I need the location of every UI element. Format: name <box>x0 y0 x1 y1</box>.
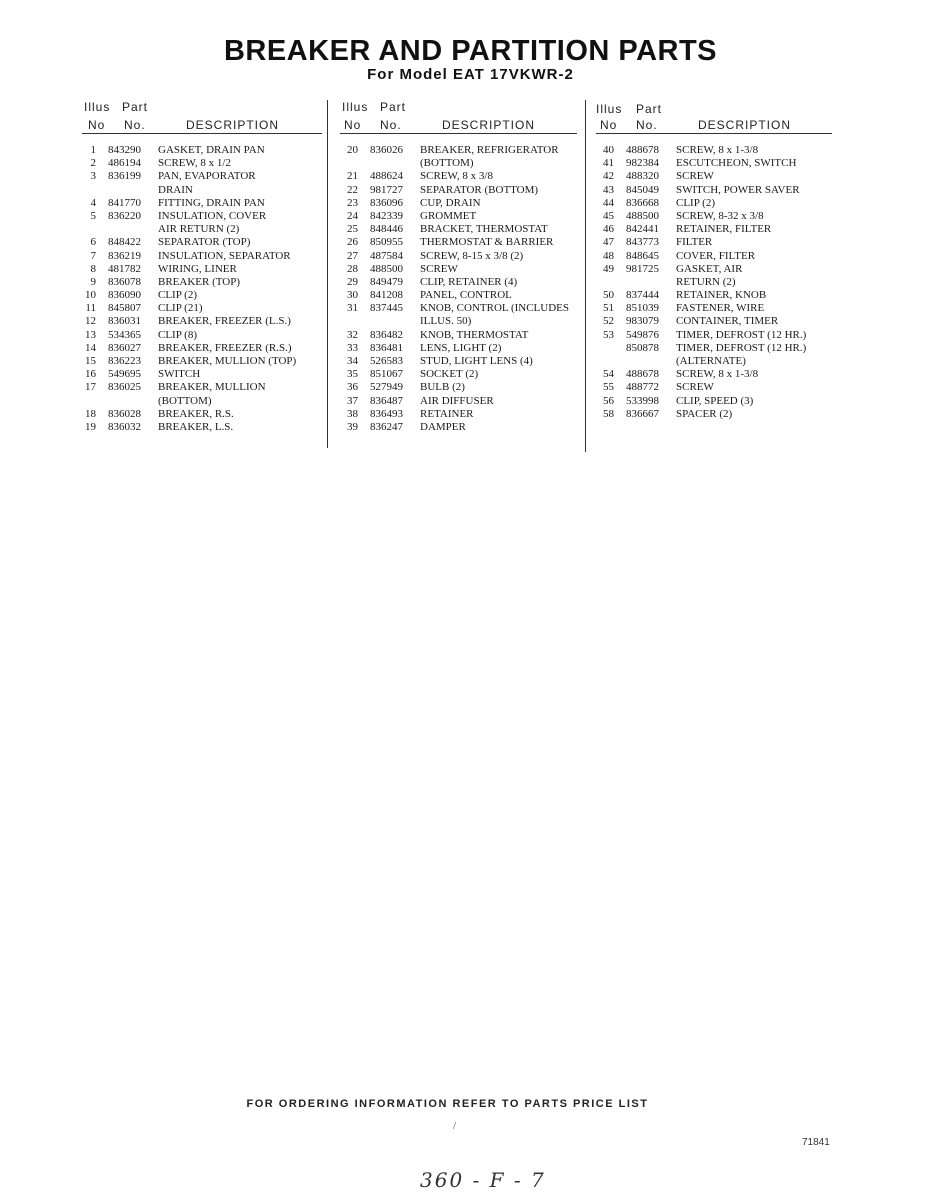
part-number: 837445 <box>370 302 403 315</box>
part-description: RETAINER <box>420 407 474 420</box>
header-no-part: No. <box>636 118 658 132</box>
part-row <box>596 157 832 170</box>
header-part: Part <box>380 100 407 114</box>
header-rule <box>82 133 322 134</box>
part-description: BREAKER (TOP) <box>158 275 240 288</box>
part-number: 845049 <box>626 183 659 196</box>
part-number: 534365 <box>108 328 141 341</box>
illus-number: 7 <box>90 249 96 262</box>
part-number: 836220 <box>108 209 141 222</box>
part-number: 841208 <box>370 289 403 302</box>
part-description: SEPARATOR (BOTTOM) <box>420 183 539 196</box>
part-row <box>340 170 577 183</box>
part-row <box>596 368 832 381</box>
part-row <box>82 368 322 381</box>
part-description: FITTING, DRAIN PAN <box>158 196 265 209</box>
page-title: BREAKER AND PARTITION PARTS <box>223 35 718 67</box>
illus-number: 43 <box>603 183 614 196</box>
part-description: BREAKER, MULLION (TOP) <box>158 355 297 367</box>
illus-number: 3 <box>90 170 96 183</box>
part-row <box>340 355 577 368</box>
ordering-info-footer: FOR ORDERING INFORMATION REFER TO PARTS PRICE LIST <box>246 1098 649 1110</box>
part-description: BRACKET, THERMOSTAT <box>420 223 548 236</box>
part-number: 848645 <box>626 249 659 262</box>
part-row <box>596 276 832 289</box>
part-number: 842339 <box>370 209 403 222</box>
part-row <box>596 342 832 355</box>
part-row <box>340 381 577 394</box>
part-description: BREAKER, REFRIGERATOR <box>420 144 559 156</box>
part-row <box>340 210 577 223</box>
part-description: CONTAINER, TIMER <box>676 315 779 328</box>
part-description: TIMER, DEFROST (12 HR.) <box>676 328 807 341</box>
illus-number: 44 <box>603 196 614 209</box>
illus-number: 15 <box>85 355 96 367</box>
part-row <box>340 197 577 210</box>
part-description: AIR DIFFUSER <box>420 394 494 407</box>
part-row <box>82 210 322 223</box>
part-number: 836027 <box>108 341 141 354</box>
part-row <box>82 197 322 210</box>
part-number: 842441 <box>626 223 659 236</box>
illus-number: 18 <box>85 407 96 420</box>
part-row <box>340 144 577 157</box>
column-header <box>340 98 577 134</box>
part-number: 836247 <box>370 420 403 433</box>
part-number: 486194 <box>108 157 141 170</box>
part-number: 527949 <box>370 381 403 394</box>
parts-list <box>82 144 322 434</box>
part-description: THERMOSTAT & BARRIER <box>420 236 554 249</box>
part-number: 983079 <box>626 315 659 328</box>
part-number: 982384 <box>626 157 659 170</box>
part-row <box>340 263 577 276</box>
part-number: 549695 <box>108 368 141 381</box>
illus-number: 51 <box>603 302 614 315</box>
part-number: 836090 <box>108 289 141 302</box>
part-description: SWITCH <box>158 368 201 381</box>
illus-number: 6 <box>90 236 96 249</box>
part-description: SEPARATOR (TOP) <box>158 236 251 249</box>
part-row <box>82 184 322 197</box>
illus-number: 29 <box>347 275 358 288</box>
part-row <box>596 184 832 197</box>
illus-number: 46 <box>603 223 614 236</box>
part-number: 488624 <box>370 170 403 183</box>
part-row <box>82 170 322 183</box>
illus-number: 25 <box>347 223 358 236</box>
part-number: 488500 <box>626 209 659 222</box>
header-description: DESCRIPTION <box>698 118 792 132</box>
part-number: 526583 <box>370 355 403 367</box>
part-number: 851039 <box>626 302 659 315</box>
illus-number: 53 <box>603 328 614 341</box>
part-row <box>596 408 832 421</box>
part-description: DRAIN <box>158 183 193 196</box>
part-number: 488500 <box>370 262 403 275</box>
part-number: 836078 <box>108 275 141 288</box>
page-subtitle: For Model EAT 17VKWR-2 <box>367 66 574 83</box>
parts-list <box>596 144 832 421</box>
part-description: LENS, LIGHT (2) <box>420 341 502 354</box>
part-row <box>82 263 322 276</box>
part-number: 836026 <box>370 144 403 156</box>
part-number: 488320 <box>626 170 659 183</box>
part-number: 533998 <box>626 394 659 407</box>
part-description: SPACER (2) <box>676 407 733 420</box>
header-illus: Illus <box>342 100 369 114</box>
part-description: SCREW, 8 x 1/2 <box>158 157 231 170</box>
part-number: 841770 <box>108 196 141 209</box>
header-rule <box>340 133 577 134</box>
part-number: 843290 <box>108 144 141 156</box>
part-number: 836481 <box>370 341 403 354</box>
parts-column-1 <box>82 98 322 434</box>
illus-number: 35 <box>347 368 358 381</box>
part-row <box>82 408 322 421</box>
part-description: (BOTTOM) <box>158 394 212 407</box>
part-number: 981727 <box>370 183 403 196</box>
part-row <box>340 368 577 381</box>
illus-number: 9 <box>90 275 96 288</box>
illus-number: 16 <box>85 368 96 381</box>
part-row <box>82 276 322 289</box>
part-row <box>82 157 322 170</box>
part-description: (BOTTOM) <box>420 157 474 170</box>
illus-number: 31 <box>347 302 358 315</box>
part-number: 549876 <box>626 328 659 341</box>
part-description: GASKET, DRAIN PAN <box>158 144 265 156</box>
part-row <box>596 263 832 276</box>
part-description: GASKET, AIR <box>676 262 743 275</box>
part-description: PAN, EVAPORATOR <box>158 170 256 183</box>
part-row <box>340 395 577 408</box>
part-row <box>82 329 322 342</box>
part-number: 849479 <box>370 275 403 288</box>
part-description: CLIP, RETAINER (4) <box>420 275 518 288</box>
part-number: 836667 <box>626 407 659 420</box>
illus-number: 34 <box>347 355 358 367</box>
part-row <box>340 250 577 263</box>
part-description: SCREW, 8 x 1-3/8 <box>676 144 759 156</box>
part-row <box>82 355 322 368</box>
part-description: KNOB, CONTROL (INCLUDES <box>420 302 570 315</box>
part-number: 836219 <box>108 249 141 262</box>
part-description: GROMMET <box>420 209 477 222</box>
part-row <box>596 210 832 223</box>
part-description: BREAKER, L.S. <box>158 420 234 433</box>
header-description: DESCRIPTION <box>442 118 536 132</box>
part-row <box>82 250 322 263</box>
illus-number: 17 <box>85 381 96 394</box>
part-description: BREAKER, MULLION <box>158 381 266 394</box>
illus-number: 8 <box>90 262 96 275</box>
illus-number: 20 <box>347 144 358 156</box>
illus-number: 54 <box>603 368 614 381</box>
part-description: WIRING, LINER <box>158 262 237 275</box>
part-row <box>596 302 832 315</box>
part-row <box>596 250 832 263</box>
part-row <box>340 184 577 197</box>
part-row <box>82 289 322 302</box>
part-description: CLIP (21) <box>158 302 203 315</box>
part-row <box>340 342 577 355</box>
illus-number: 42 <box>603 170 614 183</box>
parts-column-2 <box>340 98 577 434</box>
part-row <box>596 144 832 157</box>
parts-list <box>340 144 577 434</box>
part-row <box>340 236 577 249</box>
header-part: Part <box>122 100 149 114</box>
illus-number: 47 <box>603 236 614 249</box>
illus-number: 22 <box>347 183 358 196</box>
part-number: 848446 <box>370 223 403 236</box>
part-row <box>596 289 832 302</box>
part-row <box>340 421 577 434</box>
illus-number: 50 <box>603 289 614 302</box>
part-description: BREAKER, R.S. <box>158 407 234 420</box>
part-number: 836487 <box>370 394 403 407</box>
part-number: 481782 <box>108 262 141 275</box>
header-no-part: No. <box>380 118 402 132</box>
part-description: ESCUTCHEON, SWITCH <box>676 157 797 170</box>
part-description: RETURN (2) <box>676 275 736 288</box>
part-description: (ALTERNATE) <box>676 355 746 367</box>
illus-number: 19 <box>85 420 96 433</box>
part-description: SCREW, 8-32 x 3/8 <box>676 209 764 222</box>
illus-number: 40 <box>603 144 614 156</box>
illus-number: 26 <box>347 236 358 249</box>
part-description: SOCKET (2) <box>420 368 479 381</box>
column-header <box>596 98 832 134</box>
header-illus: Illus <box>84 100 111 114</box>
part-description: CLIP (2) <box>158 289 198 302</box>
header-no-illus: No <box>600 118 618 132</box>
part-number: 488678 <box>626 368 659 381</box>
part-description: SCREW <box>420 262 458 275</box>
part-row <box>596 170 832 183</box>
illus-number: 41 <box>603 157 614 170</box>
illus-number: 12 <box>85 315 96 328</box>
part-description: FASTENER, WIRE <box>676 302 765 315</box>
part-row <box>340 223 577 236</box>
part-number: 836025 <box>108 381 141 394</box>
illus-number: 14 <box>85 341 96 354</box>
part-row <box>596 355 832 368</box>
part-description: CLIP (2) <box>676 196 716 209</box>
illus-number: 13 <box>85 328 96 341</box>
column-header <box>82 98 322 134</box>
part-number: 836096 <box>370 196 403 209</box>
part-description: SCREW, 8 x 3/8 <box>420 170 493 183</box>
part-row <box>596 381 832 394</box>
header-description: DESCRIPTION <box>186 118 280 132</box>
illus-number: 52 <box>603 315 614 328</box>
column-divider-1 <box>327 100 328 448</box>
part-description: FILTER <box>676 236 713 249</box>
part-number: 850878 <box>626 341 659 354</box>
part-description: STUD, LIGHT LENS (4) <box>420 355 533 367</box>
part-row <box>82 315 322 328</box>
illus-number: 10 <box>85 289 96 302</box>
part-description: COVER, FILTER <box>676 249 756 262</box>
header-no-illus: No <box>344 118 362 132</box>
illus-number: 37 <box>347 394 358 407</box>
header-illus: Illus <box>596 102 623 116</box>
part-number: 850955 <box>370 236 403 249</box>
illus-number: 21 <box>347 170 358 183</box>
header-no-illus: No <box>88 118 106 132</box>
part-description: AIR RETURN (2) <box>158 223 240 236</box>
part-description: INSULATION, COVER <box>158 209 267 222</box>
part-row <box>596 197 832 210</box>
illus-number: 5 <box>90 209 96 222</box>
part-row <box>596 329 832 342</box>
illus-number: 38 <box>347 407 358 420</box>
illus-number: 27 <box>347 249 358 262</box>
column-divider-2 <box>585 100 586 452</box>
part-row <box>340 408 577 421</box>
part-description: PANEL, CONTROL <box>420 289 512 302</box>
part-row <box>340 315 577 328</box>
illus-number: 49 <box>603 262 614 275</box>
illus-number: 56 <box>603 394 614 407</box>
part-number: 836031 <box>108 315 141 328</box>
part-description: CUP, DRAIN <box>420 196 481 209</box>
part-description: SWITCH, POWER SAVER <box>676 183 800 196</box>
part-description: SCREW, 8-15 x 3/8 (2) <box>420 249 524 262</box>
part-description: ILLUS. 50) <box>420 315 472 328</box>
part-number: 836032 <box>108 420 141 433</box>
part-row <box>340 289 577 302</box>
part-number: 981725 <box>626 262 659 275</box>
part-row <box>82 144 322 157</box>
part-description: CLIP (8) <box>158 328 198 341</box>
illus-number: 39 <box>347 420 358 433</box>
part-number: 487584 <box>370 249 403 262</box>
part-row <box>340 276 577 289</box>
part-number: 836482 <box>370 328 403 341</box>
header-no-part: No. <box>124 118 146 132</box>
handwritten-reference: 360 - F - 7 <box>420 1168 546 1192</box>
header-rule <box>596 133 832 134</box>
part-number: 836223 <box>108 355 141 367</box>
illus-number: 48 <box>603 249 614 262</box>
part-row <box>82 236 322 249</box>
part-description: BULB (2) <box>420 381 465 394</box>
part-row <box>596 236 832 249</box>
illus-number: 23 <box>347 196 358 209</box>
part-number: 848422 <box>108 236 141 249</box>
part-description: KNOB, THERMOSTAT <box>420 328 529 341</box>
part-number: 488678 <box>626 144 659 156</box>
part-number: 836493 <box>370 407 403 420</box>
illus-number: 4 <box>90 196 96 209</box>
part-row <box>340 302 577 315</box>
illus-number: 33 <box>347 341 358 354</box>
part-row <box>596 395 832 408</box>
illus-number: 11 <box>85 302 96 315</box>
part-number: 851067 <box>370 368 403 381</box>
part-row <box>82 302 322 315</box>
part-number: 843773 <box>626 236 659 249</box>
illus-number: 32 <box>347 328 358 341</box>
footer-mark: / <box>453 1120 457 1132</box>
part-number: 837444 <box>626 289 659 302</box>
part-description: BREAKER, FREEZER (L.S.) <box>158 315 291 328</box>
illus-number: 36 <box>347 381 358 394</box>
part-number: 836668 <box>626 196 659 209</box>
part-number: 488772 <box>626 381 659 394</box>
part-description: BREAKER, FREEZER (R.S.) <box>158 341 292 354</box>
part-number: 836028 <box>108 407 141 420</box>
part-description: INSULATION, SEPARATOR <box>158 249 291 262</box>
part-row <box>340 157 577 170</box>
part-description: SCREW, 8 x 1-3/8 <box>676 368 759 381</box>
part-row <box>596 223 832 236</box>
illus-number: 55 <box>603 381 614 394</box>
part-description: SCREW <box>676 381 714 394</box>
part-row <box>340 329 577 342</box>
part-row <box>82 395 322 408</box>
document-code: 71841 <box>802 1137 830 1148</box>
part-number: 836199 <box>108 170 141 183</box>
part-row <box>82 342 322 355</box>
part-number: 845807 <box>108 302 141 315</box>
illus-number: 58 <box>603 407 614 420</box>
part-description: SCREW <box>676 170 714 183</box>
header-part: Part <box>636 102 663 116</box>
part-row <box>596 315 832 328</box>
illus-number: 1 <box>90 144 96 156</box>
part-description: TIMER, DEFROST (12 HR.) <box>676 341 807 354</box>
part-row <box>82 223 322 236</box>
part-description: CLIP, SPEED (3) <box>676 394 754 407</box>
illus-number: 45 <box>603 209 614 222</box>
part-row <box>82 421 322 434</box>
illus-number: 28 <box>347 262 358 275</box>
illus-number: 2 <box>90 157 96 170</box>
illus-number: 24 <box>347 209 358 222</box>
parts-column-3 <box>596 98 832 421</box>
part-description: DAMPER <box>420 420 466 433</box>
illus-number: 30 <box>347 289 358 302</box>
part-description: RETAINER, KNOB <box>676 289 767 302</box>
part-description: RETAINER, FILTER <box>676 223 772 236</box>
part-row <box>82 381 322 394</box>
